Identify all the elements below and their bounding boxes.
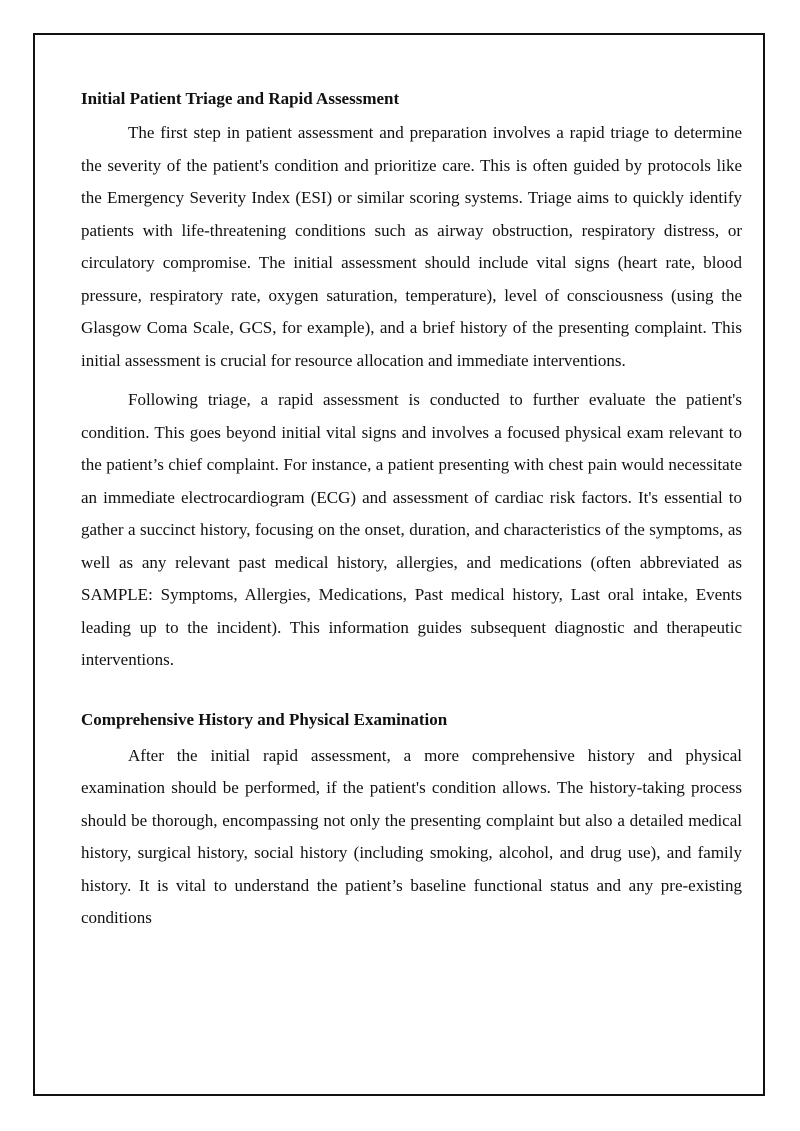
paragraph-rapid-assessment: Following triage, a rapid assessment is conducted to further evaluate the patient's condition. This goes beyond initial vital signs and involves a focused physical exam relevant to the patient’s chief complaint. For instance, a patient presenting with chest pain would necessitate an immediate electrocardiogram (ECG) and assessment of cardiac risk factors. It's essential to gather a succinct history, focusing on the onset, duration, and characteristics of the symptoms, as well as any relevant past medical history, allergies, and medications (often abbreviated as SAMPLE: Symptoms, Allergies, Medications, Past medical history, Last oral intake, Events leading up to the incident). This information guides subsequent diagnostic and therapeutic interventions. (81, 390, 742, 669)
paragraph-triage: The first step in patient assessment and preparation involves a rapid triage to determine the severity of the patient's condition and prioritize care. This is often guided by protocols like the Emergency Severity Index (ESI) or similar scoring systems. Triage aims to quickly identify patients with life-threatening conditions such as airway obstruction, respiratory distress, or circulatory compromise. The initial assessment should include vital signs (heart rate, blood pressure, respiratory rate, oxygen saturation, temperature), level of consciousness (using the Glasgow Coma Scale, GCS, for example), and a brief history of the presenting complaint. This initial assessment is crucial for resource allocation and immediate interventions. (81, 123, 742, 370)
section-heading-triage: Initial Patient Triage and Rapid Assessment (81, 89, 400, 108)
paragraph-comprehensive-history: After the initial rapid assessment, a more comprehensive history and physical examination should be performed, if the patient's condition allows. The history-taking process should be thorough, encompassing not only the presenting complaint but also a detailed medical history, surgical history, social history (including smoking, alcohol, and drug use), and family history. It is vital to understand the patient’s baseline functional status and any pre-existing conditions (81, 745, 742, 927)
section-heading-history-exam: Comprehensive History and Physical Examination (81, 709, 448, 729)
document-body (81, 85, 742, 935)
